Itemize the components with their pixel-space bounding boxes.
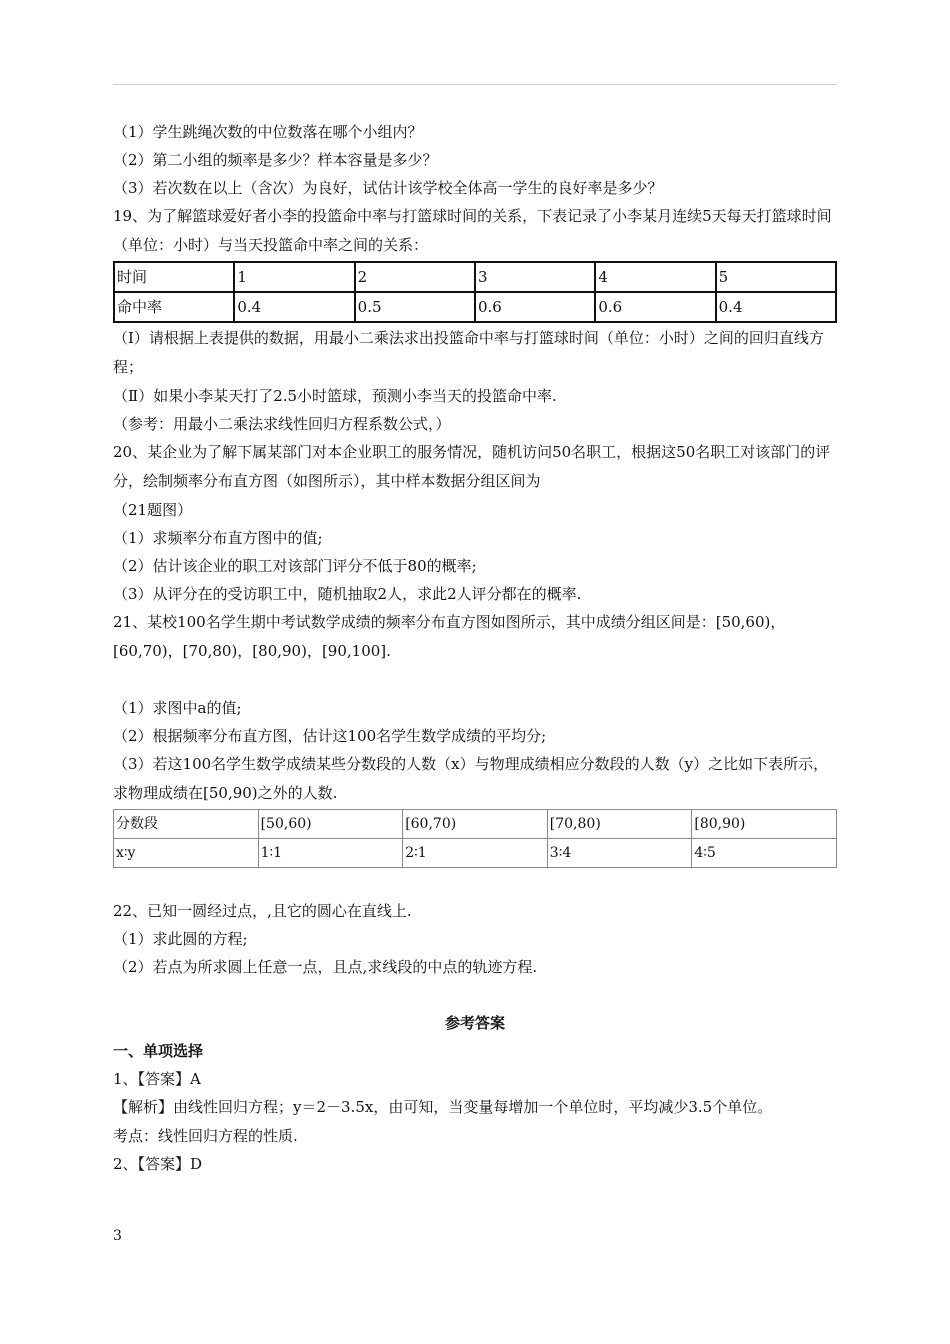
q19-reference: （参考：用最小二乘法求线性回归方程系数公式，） [113, 415, 451, 433]
q18-sub1: （1）学生跳绳次数的中位数落在哪个小组内？ [113, 123, 423, 141]
spacer [113, 869, 837, 897]
table-cell: 1 [234, 262, 354, 292]
q21-sub1: （1）求图中a的值; [113, 699, 242, 717]
table-row [114, 262, 836, 292]
table-cell: 时间 [114, 262, 234, 292]
page-content [113, 118, 837, 1178]
answer-1: 1、【答案】A [113, 1070, 201, 1088]
q19-intro: 19、为了解篮球爱好者小李的投篮命中率与打篮球时间的关系，下表记录了小李某月连续5天每天打篮球时间（单位：小时）与当天投篮命中率之间的关系： [113, 207, 832, 254]
q21-intro: 21、某校100名学生期中考试数学成绩的频率分布直方图如图所示，其中成绩分组区间是：[50,60)，[60,70)，[70,80)，[80,90)，[90,100]. [113, 613, 786, 660]
q22-intro: 22、已知一圆经过点，,且它的圆心在直线上. [113, 902, 412, 920]
answer-1-analysis: 【解析】由线性回归方程；y＝2－3.5x，由可知，当变量每增加一个单位时，平均减少3.5个单位。 [113, 1098, 773, 1116]
q20-sub2: （2）估计该企业的职工对该部门评分不低于80的概率; [113, 557, 477, 575]
table-cell: 3∶4 [547, 839, 692, 868]
table-cell: 命中率 [114, 292, 234, 322]
figure-placeholder [113, 666, 837, 694]
table-cell: 0.4 [716, 292, 836, 322]
answers-section-heading: 一、单项选择 [113, 1042, 204, 1060]
header-rule [113, 84, 837, 85]
table-cell: 4∶5 [692, 839, 837, 868]
table-cell: 0.4 [234, 292, 354, 322]
table-cell: 4 [595, 262, 715, 292]
table-row [114, 839, 837, 868]
table-cell: 1∶1 [258, 839, 403, 868]
page-number: 3 [113, 1228, 122, 1244]
table-row [114, 292, 836, 322]
q18-sub2: （2）第二小组的频率是多少？样本容量是多少？ [113, 151, 438, 169]
q20-intro: 20、某企业为了解下属某部门对本企业职工的服务情况，随机访问50名职工，根据这50名职工对该部门的评分，绘制频率分布直方图（如图所示），其中样本数据分组区间为 [113, 443, 831, 490]
answer-2: 2、【答案】D [113, 1155, 203, 1173]
table-cell: 分数段 [114, 810, 259, 839]
table-cell: 2∶1 [403, 839, 548, 868]
table-cell: [80,90) [692, 810, 837, 839]
q22-sub2: （2）若点为所求圆上任意一点，且点,求线段的中点的轨迹方程. [113, 958, 538, 976]
q19-part2: （Ⅱ）如果小李某天打了2.5小时篮球，预测小李当天的投篮命中率. [113, 387, 557, 405]
table-cell: x∶y [114, 839, 259, 868]
table-cell: 5 [716, 262, 836, 292]
table-cell: 0.6 [595, 292, 715, 322]
q19-part1: （Ⅰ）请根据上表提供的数据，用最小二乘法求出投篮命中率与打篮球时间（单位：小时）之间的回归直线方程； [113, 329, 824, 376]
table-cell: [60,70) [403, 810, 548, 839]
q20-sub3: （3）从评分在的受访职工中，随机抽取2人，求此2人评分都在的概率. [113, 585, 582, 603]
answer-1-point: 考点：线性回归方程的性质. [113, 1127, 298, 1145]
table-cell: [70,80) [547, 810, 692, 839]
table-cell: 0.5 [355, 292, 475, 322]
table-cell: 3 [475, 262, 595, 292]
table-cell: [50,60) [258, 810, 403, 839]
q21-sub3: （3）若这100名学生数学成绩某些分数段的人数（x）与物理成绩相应分数段的人数（y）之比如下表所示，求物理成绩在[50,90)之外的人数. [113, 755, 829, 802]
q19-table [113, 261, 837, 323]
q22-sub1: （1）求此圆的方程; [113, 930, 248, 948]
spacer [113, 981, 837, 1009]
q21-table [113, 809, 837, 868]
q20-sub1: （1）求频率分布直方图中的值; [113, 529, 323, 547]
table-cell: 2 [355, 262, 475, 292]
answers-title: 参考答案 [444, 1014, 505, 1032]
table-row [114, 810, 837, 839]
q18-sub3: （3）若次数在以上（含次）为良好，试估计该学校全体高一学生的良好率是多少？ [113, 179, 663, 197]
q20-figure-caption: （21题图） [113, 501, 193, 519]
q21-sub2: （2）根据频率分布直方图，估计这100名学生数学成绩的平均分; [113, 727, 547, 745]
table-cell: 0.6 [475, 292, 595, 322]
